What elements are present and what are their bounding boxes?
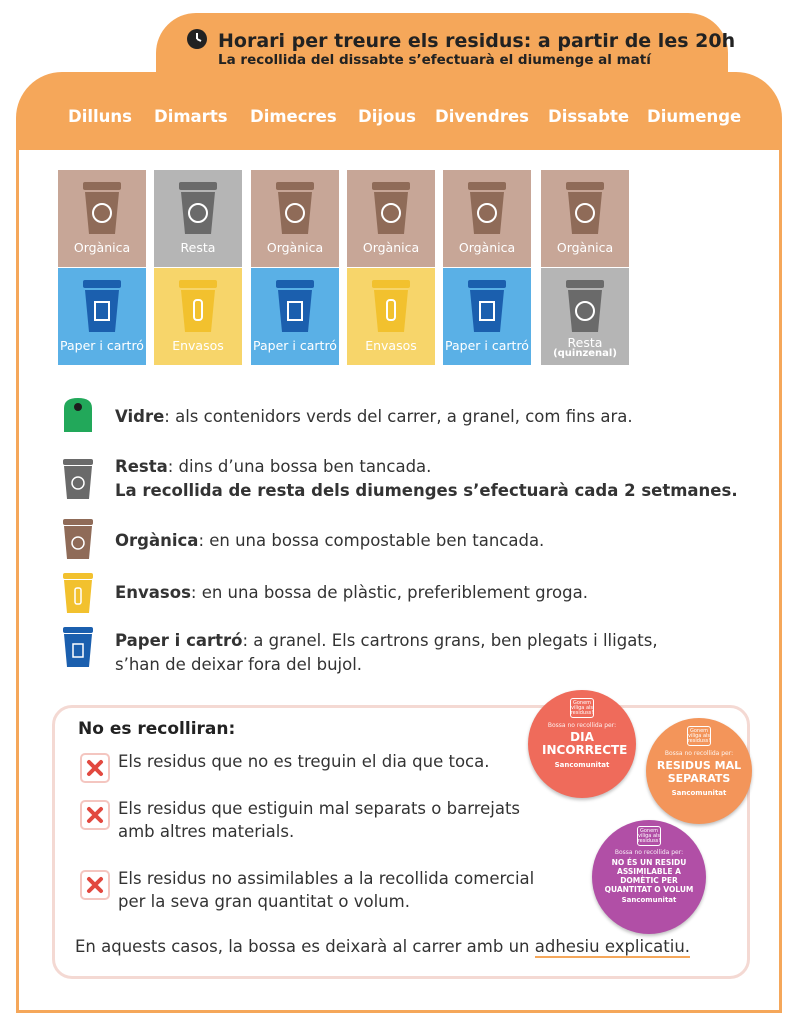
sticker-mini-icon: Gonem viliga als residuss! [637,826,661,846]
legend-vidre: Vidre: als contenidors verds del carrer, a granel, com fins ara. [115,407,633,426]
tile-label: Orgànica [73,240,131,255]
tile-paper [58,268,146,365]
tile-label: Envasos [365,338,417,353]
resta-bin-icon [175,180,221,236]
day-dissabte: Dissabte [548,107,630,126]
not-collected-title: No es recolliran: [78,719,236,739]
tile-label: Paper i cartró [60,338,144,353]
day-dimarts: Dimarts [154,107,228,126]
tile-label: Paper i cartró [253,338,337,353]
sticker-mini-icon: Gonem viliga als residuss! [687,726,711,746]
legend-resta-note: La recollida de resta dels diumenges s’efectuarà cada 2 setmanes. [115,481,738,500]
paper-bin-icon [62,626,94,668]
tile-organica [347,170,435,267]
tile-organica [443,170,531,267]
tile-label: Envasos [172,338,224,353]
day-dijous: Dijous [358,107,416,126]
glass-container-icon [62,396,94,434]
cross-icon [80,753,110,783]
organic-bin-icon [368,180,414,236]
tile-sublabel: (quinzenal) [553,348,617,359]
day-divendres: Divendres [435,107,530,126]
organic-bin-icon [79,180,125,236]
organic-bin-icon [272,180,318,236]
organic-bin-icon [62,518,94,560]
sticker-residus-mal-separats: Gonem viliga als residuss! Bossa no recollida per: RESIDUS MAL SEPARATS Sancomunitat [646,718,752,824]
packaging-bin-icon [62,572,94,614]
tile-resta-quinzenal [541,268,629,365]
day-dimecres: Dimecres [250,107,337,126]
legend-envasos: Envasos: en una bossa de plàstic, preferiblement groga. [115,583,588,602]
legend-organica: Orgànica: en una bossa compostable ben tancada. [115,531,545,550]
tile-label: Orgànica [458,240,516,255]
packaging-bin-icon [368,278,414,334]
paper-bin-icon [464,278,510,334]
day-dilluns: Dilluns [68,107,132,126]
tile-label: Paper i cartró [445,338,529,353]
tile-organica [251,170,339,267]
sticker-mini-icon: Gonem viliga als residuss! [570,698,594,718]
clock-icon [186,28,208,50]
tile-envasos [347,268,435,365]
tile-paper [251,268,339,365]
organic-bin-icon [464,180,510,236]
cross-icon [80,800,110,830]
legend-resta: Resta: dins d’una bossa ben tancada. La recollida de resta dels diumenges s’efectuarà cada 2 setmanes. [115,457,738,500]
tile-organica [541,170,629,267]
paper-bin-icon [272,278,318,334]
tile-envasos [154,268,242,365]
cross-icon [80,870,110,900]
tile-resta [154,170,242,267]
day-diumenge: Diumenge [647,107,742,126]
tile-label: Resta [180,240,216,255]
not-collected-item: Els residus que no es treguin el dia que toca. [118,752,490,771]
tile-paper [443,268,531,365]
tile-label: Orgànica [362,240,420,255]
tile-label: Resta [567,335,603,350]
resta-bin-icon [562,278,608,334]
not-collected-item: Els residus que estiguin mal separats o barrejats amb altres materials. [118,799,521,841]
organic-bin-icon [562,180,608,236]
sticker-no-assimilable: Gonem viliga als residuss! Bossa no recollida per: NO ÉS UN RESIDU ASSIMILABLE A DOMÈTIC PER QUANTITAT O VOLUM Sancomunitat [592,820,706,934]
tile-label: Orgànica [556,240,614,255]
legend-paper: Paper i cartró: a granel. Els cartrons grans, ben plegats i lligats, s’han de deixar fora del bujol. [115,631,658,674]
resta-bin-icon [62,458,94,500]
sticker-note: En aquests casos, la bossa es deixarà al carrer amb un adhesiu explicatiu. [75,937,691,956]
tile-label: Orgànica [266,240,324,255]
sticker-dia-incorrecte: Gonem viliga als residuss! Bossa no recollida per: DIA INCORRECTE Sancomunitat [528,690,636,798]
paper-bin-icon [79,278,125,334]
packaging-bin-icon [175,278,221,334]
schedule-title: Horari per treure els residus: a partir de les 20h [218,30,736,52]
schedule-subtitle: La recollida del dissabte s’efectuarà el diumenge al matí [218,52,651,68]
tile-organica [58,170,146,267]
sticker-note-highlight: adhesiu explicatiu. [534,937,691,956]
not-collected-item: Els residus no assimilables a la recollida comercial per la seva gran quantitat o volum. [118,869,535,911]
